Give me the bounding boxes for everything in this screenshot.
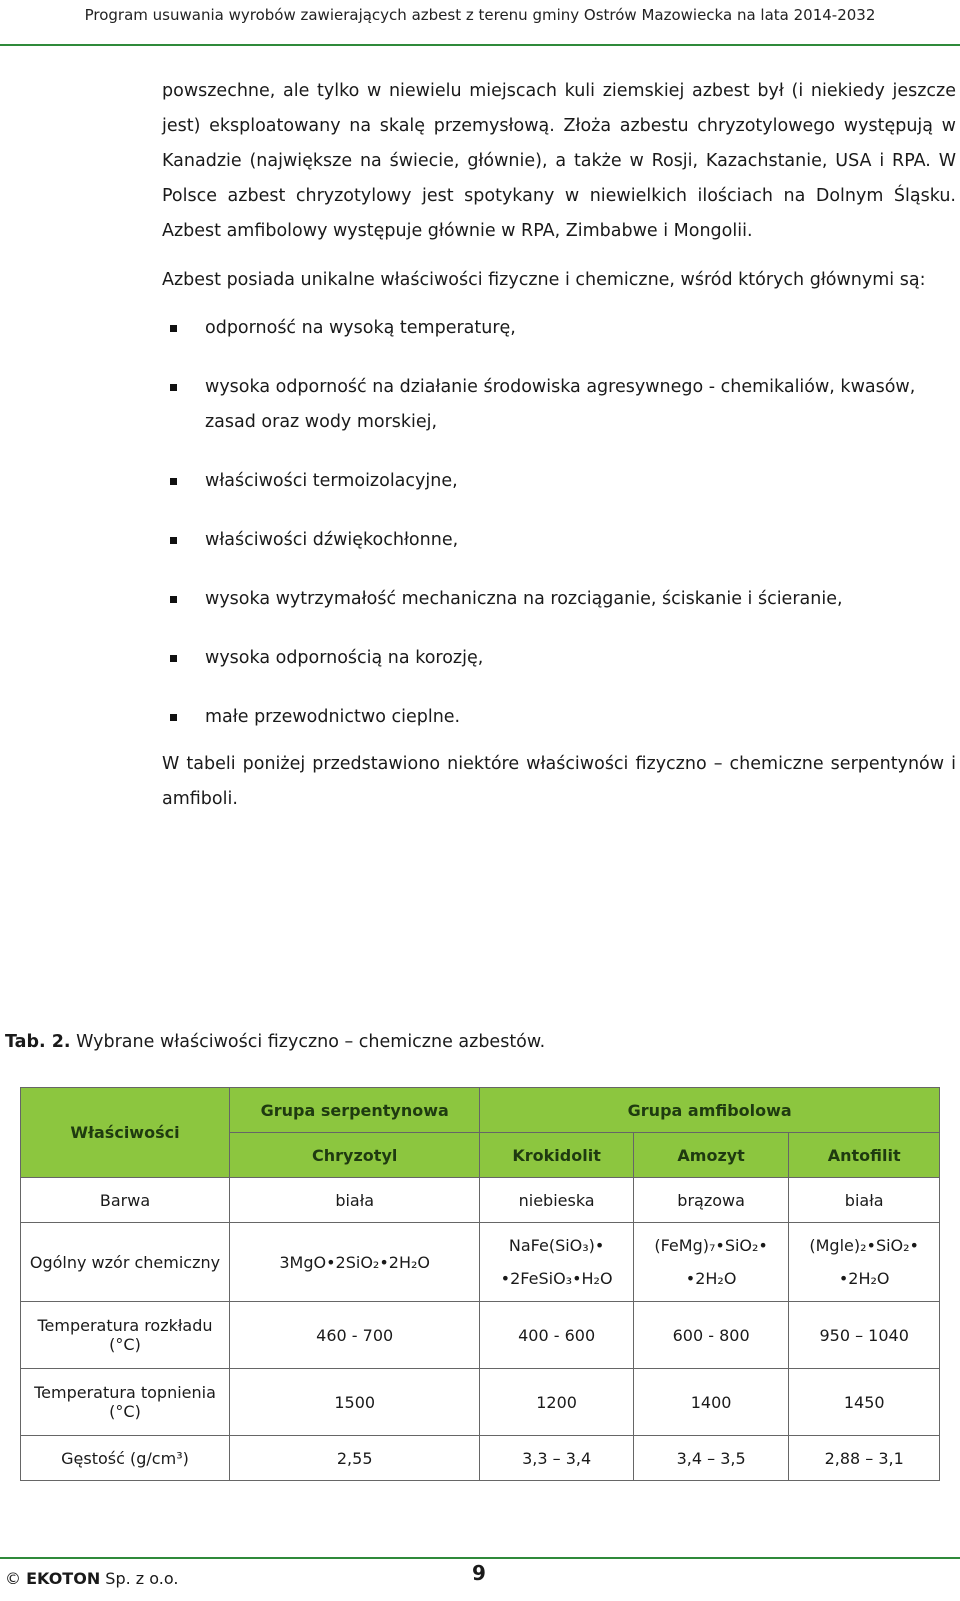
formula-line: •2FeSiO₃•H₂O bbox=[500, 1269, 613, 1288]
table-cell: 3,4 – 3,5 bbox=[633, 1436, 789, 1481]
square-bullet-icon bbox=[170, 325, 177, 332]
table-row bbox=[21, 1178, 940, 1223]
table-caption-label: Tab. 2. bbox=[5, 1032, 71, 1052]
table-cell: 1500 bbox=[230, 1369, 480, 1436]
table-cell: 2,88 – 3,1 bbox=[789, 1436, 940, 1481]
formula-line: •2H₂O bbox=[838, 1269, 890, 1288]
table-cell: 400 - 600 bbox=[480, 1302, 633, 1369]
square-bullet-icon bbox=[170, 655, 177, 662]
row-label-density: Gęstość (g/cm³) bbox=[21, 1436, 230, 1481]
list-item: odporność na wysoką temperaturę, bbox=[162, 311, 956, 346]
table-cell: 3MgO•2SiO₂•2H₂O bbox=[230, 1223, 480, 1302]
table-cell: 950 – 1040 bbox=[789, 1302, 940, 1369]
list-item: małe przewodnictwo cieplne. bbox=[162, 700, 956, 735]
table-cell: 1450 bbox=[789, 1369, 940, 1436]
row-label-decomposition: Temperatura rozkładu (°C) bbox=[21, 1302, 230, 1369]
table-row bbox=[21, 1436, 940, 1481]
list-item: wysoka odporność na działanie środowiska agresywnego - chemikaliów, kwasów, zasad oraz wody morskiej, bbox=[162, 370, 956, 440]
table-cell bbox=[633, 1223, 789, 1302]
main-content bbox=[162, 74, 956, 830]
table-cell bbox=[789, 1223, 940, 1302]
copyright-icon: © bbox=[5, 1569, 21, 1588]
paragraph-occurrence: powszechne, ale tylko w niewielu miejscach kuli ziemskiej azbest był (i niekiedy jeszcze jest) eksploatowany na skalę przemysłową. Złoża azbestu chryzotylowego występują w Kanadzie (największe na świecie, głównie), a także w Rosji, Kazachstanie, USA i RPA. W Polsce azbest chryzotylowy jest spotykany w niewielkich ilościach na Dolnym Śląsku. Azbest amfibolowy występuje głównie w RPA, Zimbabwe i Mongolii. bbox=[162, 81, 956, 241]
page-footer bbox=[0, 1557, 960, 1601]
page-header bbox=[0, 0, 960, 46]
table-cell: 3,3 – 3,4 bbox=[480, 1436, 633, 1481]
header-chryzotyl: Chryzotyl bbox=[230, 1133, 480, 1178]
table-row bbox=[21, 1302, 940, 1369]
table-cell bbox=[480, 1223, 633, 1302]
properties-list bbox=[162, 311, 956, 735]
table-cell: 1400 bbox=[633, 1369, 789, 1436]
company-name: © EKOTON Sp. z o.o. bbox=[5, 1569, 179, 1588]
table-cell: niebieska bbox=[480, 1178, 633, 1223]
table-caption bbox=[5, 1028, 545, 1056]
table-cell: brązowa bbox=[633, 1178, 789, 1223]
list-item: wysoka wytrzymałość mechaniczna na rozciąganie, ściskanie i ścieranie, bbox=[162, 582, 956, 617]
list-item: właściwości termoizolacyjne, bbox=[162, 464, 956, 499]
square-bullet-icon bbox=[170, 537, 177, 544]
table-cell: biała bbox=[230, 1178, 480, 1223]
page-number: 9 bbox=[472, 1561, 486, 1585]
header-serpentine-group: Grupa serpentynowa bbox=[230, 1088, 480, 1133]
header-krokidolit: Krokidolit bbox=[480, 1133, 633, 1178]
paragraph-properties-intro: Azbest posiada unikalne właściwości fizyczne i chemiczne, wśród których głównymi są: bbox=[162, 270, 926, 290]
header-antofilit: Antofilit bbox=[789, 1133, 940, 1178]
header-properties: Właściwości bbox=[21, 1088, 230, 1178]
table-cell: 600 - 800 bbox=[633, 1302, 789, 1369]
table-row bbox=[21, 1223, 940, 1302]
asbestos-properties-table bbox=[20, 1087, 940, 1481]
table-header-row bbox=[21, 1088, 940, 1133]
table-cell: 2,55 bbox=[230, 1436, 480, 1481]
formula-line: NaFe(SiO₃)• bbox=[508, 1236, 605, 1255]
table-cell: biała bbox=[789, 1178, 940, 1223]
list-item: właściwości dźwiękochłonne, bbox=[162, 523, 956, 558]
square-bullet-icon bbox=[170, 384, 177, 391]
formula-line: (Mgle)₂•SiO₂• bbox=[809, 1236, 919, 1255]
table-cell: 1200 bbox=[480, 1369, 633, 1436]
table-cell: 460 - 700 bbox=[230, 1302, 480, 1369]
formula-line: •2H₂O bbox=[685, 1269, 737, 1288]
row-label-melting: Temperatura topnienia (°C) bbox=[21, 1369, 230, 1436]
square-bullet-icon bbox=[170, 596, 177, 603]
table-caption-text: Wybrane właściwości fizyczno – chemiczne azbestów. bbox=[70, 1032, 546, 1052]
row-label-color: Barwa bbox=[21, 1178, 230, 1223]
row-label-formula: Ogólny wzór chemiczny bbox=[21, 1223, 230, 1302]
paragraph-table-intro: W tabeli poniżej przedstawiono niektóre właściwości fizyczno – chemiczne serpentynów i amfiboli. bbox=[162, 754, 956, 809]
square-bullet-icon bbox=[170, 478, 177, 485]
header-amphibole-group: Grupa amfibolowa bbox=[480, 1088, 940, 1133]
formula-line: (FeMg)₇•SiO₂• bbox=[654, 1236, 768, 1255]
square-bullet-icon bbox=[170, 714, 177, 721]
list-item: wysoka odpornością na korozję, bbox=[162, 641, 956, 676]
table-row bbox=[21, 1369, 940, 1436]
document-title: Program usuwania wyrobów zawierających azbest z terenu gminy Ostrów Mazowiecka na lata 2014-2032 bbox=[84, 6, 876, 24]
header-amozyt: Amozyt bbox=[633, 1133, 789, 1178]
